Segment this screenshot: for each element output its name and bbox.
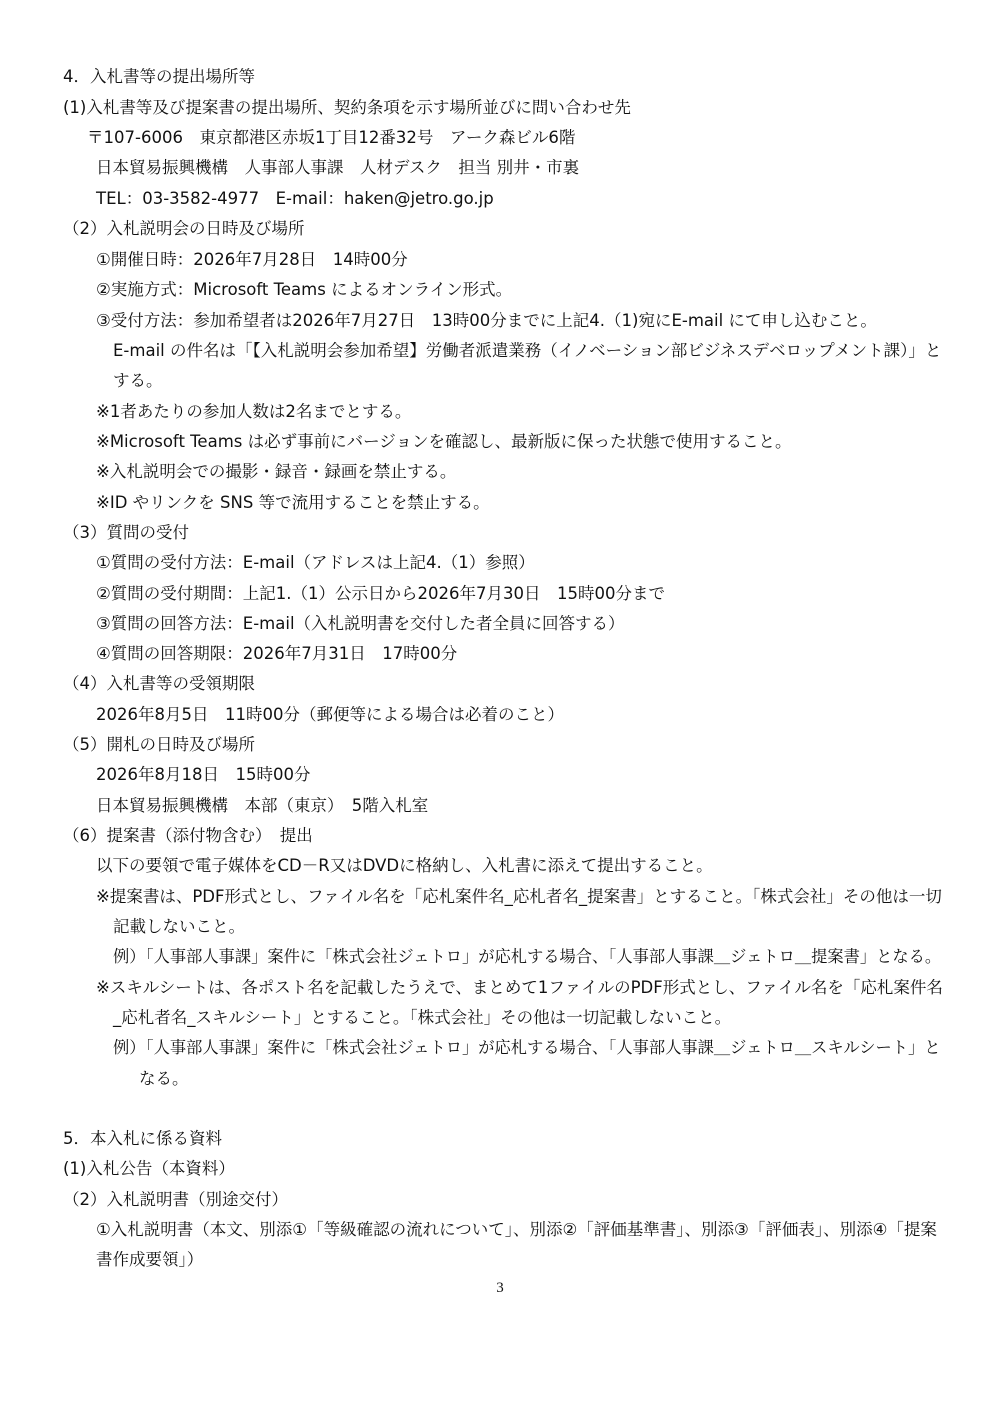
receipt-deadline: 2026年8月5日 11時00分（郵便等による場合は必着のこと） xyxy=(96,705,564,724)
skillsheet-example: 例）「人事部人事課」案件に「株式会社ジェトロ」が応札する場合、「人事部人事課＿ジェトロ＿スキルシート」と xyxy=(113,1038,941,1057)
section-4-3-heading: （3）質問の受付 xyxy=(63,523,189,542)
submission-instructions: 以下の要領で電子媒体をCD－R又はDVDに格納し、入札書に添えて提出すること。 xyxy=(96,856,713,875)
question-method: ①質問の受付方法：E-mail（アドレスは上記4.（1）参照） xyxy=(96,553,535,572)
bid-explanation-contents-cont: 書作成要領」） xyxy=(96,1250,204,1269)
note-teams-version: ※Microsoft Teams は必ず事前にバージョンを確認し、最新版に保った状態で使用すること。 xyxy=(96,432,792,451)
proposal-note: ※提案書は、PDF形式とし、ファイル名を「応札案件名_応札者名_提案書」とすること。「株式会社」その他は一切 xyxy=(96,887,942,906)
proposal-note-cont: 記載しないこと。 xyxy=(113,917,245,936)
proposal-example: 例）「人事部人事課」案件に「株式会社ジェトロ」が応札する場合、「人事部人事課＿ジェトロ＿提案書」となる。 xyxy=(113,947,942,966)
section-4-5-heading: （5）開札の日時及び場所 xyxy=(63,735,255,754)
section-4-2-heading: （2）入札説明会の日時及び場所 xyxy=(63,219,305,238)
page-number: 3 xyxy=(496,1280,504,1296)
section-4-6-heading: （6）提案書（添付物含む） 提出 xyxy=(63,826,313,845)
section-4-4-heading: （4）入札書等の受領期限 xyxy=(63,674,255,693)
bid-explanation-contents: ①入札説明書（本文、別添①「等級確認の流れについて」、別添②「評価基準書」、別添③「評価表」、別添④「提案 xyxy=(96,1220,937,1239)
section-5-2: （2）入札説明書（別途交付） xyxy=(63,1190,288,1209)
skillsheet-note-cont: _応札者名_スキルシート」とすること。「株式会社」その他は一切記載しないこと。 xyxy=(113,1008,732,1027)
skillsheet-note: ※スキルシートは、各ポスト名を記載したうえで、まとめて1ファイルのPDF形式とし、ファイル名を「応札案件名 xyxy=(96,978,943,997)
contact-desk-line: 日本貿易振興機構 人事部人事課 人材デスク 担当 別井・市裏 xyxy=(96,158,580,177)
section-5-heading: 5．本入札に係る資料 xyxy=(63,1129,222,1148)
contact-tel-email-line: TEL：03-3582-4977 E-mail：haken@jetro.go.jp xyxy=(96,189,494,208)
briefing-email-subject-cont: する。 xyxy=(113,371,163,390)
briefing-datetime: ①開催日時：2026年7月28日 14時00分 xyxy=(96,250,408,269)
question-period: ②質問の受付期間：上記1.（1）公示日から2026年7月30日 15時00分まで xyxy=(96,584,666,603)
section-5-1: (1)入札公告（本資料） xyxy=(63,1159,235,1178)
section-4-heading: 4．入札書等の提出場所等 xyxy=(63,67,255,86)
briefing-reception: ③受付方法：参加希望者は2026年7月27日 13時00分までに上記4.（1)宛にE-mail にて申し込むこと。 xyxy=(96,311,877,330)
address-line: 〒107-6006 東京都港区赤坂1丁目12番32号 アーク森ビル6階 xyxy=(87,128,576,147)
note-participants: ※1者あたりの参加人数は2名までとする。 xyxy=(96,402,412,421)
note-no-sharing: ※ID やリンクを SNS 等で流用することを禁止する。 xyxy=(96,493,490,512)
briefing-email-subject: E-mail の件名は「【入札説明会参加希望】労働者派遣業務（イノベーション部ビジネスデベロップメント課）」と xyxy=(113,341,942,360)
note-no-recording: ※入札説明会での撮影・録音・録画を禁止する。 xyxy=(96,462,457,481)
skillsheet-example-cont: なる。 xyxy=(139,1069,189,1088)
answer-method: ③質問の回答方法：E-mail（入札説明書を交付した者全員に回答する） xyxy=(96,614,625,633)
opening-place: 日本貿易振興機構 本部（東京） 5階入札室 xyxy=(96,796,429,815)
briefing-method: ②実施方式：Microsoft Teams によるオンライン形式。 xyxy=(96,280,513,299)
opening-datetime: 2026年8月18日 15時00分 xyxy=(96,765,311,784)
answer-deadline: ④質問の回答期限：2026年7月31日 17時00分 xyxy=(96,644,458,663)
section-4-1-heading: (1)入札書等及び提案書の提出場所、契約条項を示す場所並びに問い合わせ先 xyxy=(63,98,631,117)
